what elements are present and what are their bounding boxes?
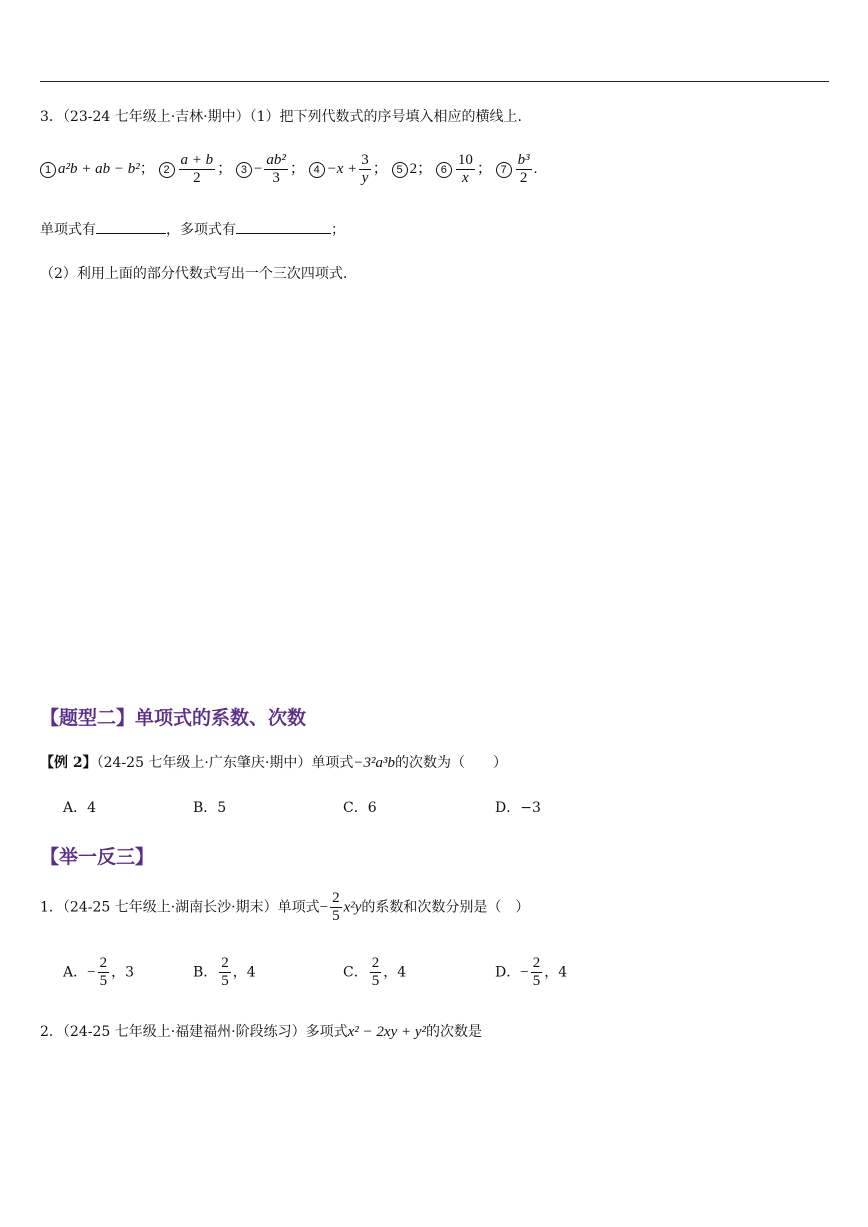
expr-4-pre: −x + [326, 160, 358, 177]
expr-2: $\frac{a + b}{2}$ [180, 152, 214, 186]
section-title-practice: 【举一反三】 [40, 846, 155, 868]
section-title-type2: 【题型二】单项式的系数、次数 [40, 707, 307, 729]
expr-5: 2 [409, 160, 418, 177]
example2-option-a[interactable]: A．4 [63, 800, 97, 816]
p1-stem: 1．（24-25 七年级上·湖南长沙·期末）单项式− $\frac{2}{5}$ x²y的系数和次数分别是（ ） [40, 890, 530, 924]
circled-7: 7 [496, 162, 512, 178]
p1-option-b[interactable]: B． $\frac{2}{5}$ ，4 [193, 955, 256, 989]
p1-coefficient: $\frac{2}{5}$ [332, 890, 340, 924]
monomial-blank[interactable] [96, 219, 166, 234]
q3-expressions: 1 a²b + ab − b²； 2 $\frac{a + b}{2}$ ； 3 − $\frac{\text{ab²}}{3}$ ； 4 −x + $\frac{3}{y}$ ； 5 2； 6 $\frac{10}{x}$ ； 7 $\frac{\text{b³}}{2}$ . [40, 152, 537, 187]
circled-1: 1 [40, 162, 56, 178]
expr-3: $\frac{\text{ab²}}{3}$ [266, 152, 286, 186]
p1-option-c[interactable]: C． $\frac{2}{5}$ ，4 [343, 955, 407, 989]
q3-stem [40, 106, 522, 126]
q3-source: （23-24 七年级上·吉林·期中） [62, 109, 250, 125]
p2-stem: 2．（24-25 七年级上·福建福州·阶段练习）多项式x² − 2xy + y²的次数是 [40, 1024, 483, 1040]
circled-6: 6 [436, 162, 452, 178]
p1-variables: x²y [343, 899, 362, 916]
example2-option-c[interactable]: C．6 [343, 800, 377, 816]
example2-option-b[interactable]: B．5 [193, 800, 227, 816]
circled-3: 3 [236, 162, 252, 178]
circled-2: 2 [159, 162, 175, 178]
expr-7: $\frac{\text{b³}}{2}$ [517, 152, 530, 186]
polynomial-blank[interactable] [236, 219, 331, 234]
circled-5: 5 [392, 162, 408, 178]
q3-part2: （2）利用上面的部分代数式写出一个三次四项式. [40, 266, 348, 282]
example2-label: 【例 2】 [40, 755, 97, 771]
q3-part1: （1）把下列代数式的序号填入相应的横线上. [249, 109, 522, 125]
example2-expr: −3²a³b [353, 755, 395, 771]
p1-option-a[interactable]: A．− $\frac{2}{5}$ ，3 [63, 955, 135, 989]
q3-fill-line: 单项式有 ，多项式有 ； [40, 219, 345, 239]
p2-expr: x² − 2xy + y² [347, 1024, 427, 1040]
expr-1: a²b + ab − b² [58, 160, 140, 177]
circled-4: 4 [309, 162, 325, 178]
expr-6: $\frac{10}{x}$ [457, 152, 473, 186]
example2-option-d[interactable]: D．−3 [495, 800, 541, 816]
header-rule [40, 81, 829, 82]
example2-stem: 【例 2】（24-25 七年级上·广东肇庆·期中）单项式−3²a³b的次数为（ ） [40, 755, 507, 771]
p1-option-d[interactable]: D．− $\frac{2}{5}$ ，4 [495, 955, 568, 989]
expr-4: $\frac{3}{y}$ [361, 152, 369, 186]
q3-number: 3． [40, 109, 63, 125]
